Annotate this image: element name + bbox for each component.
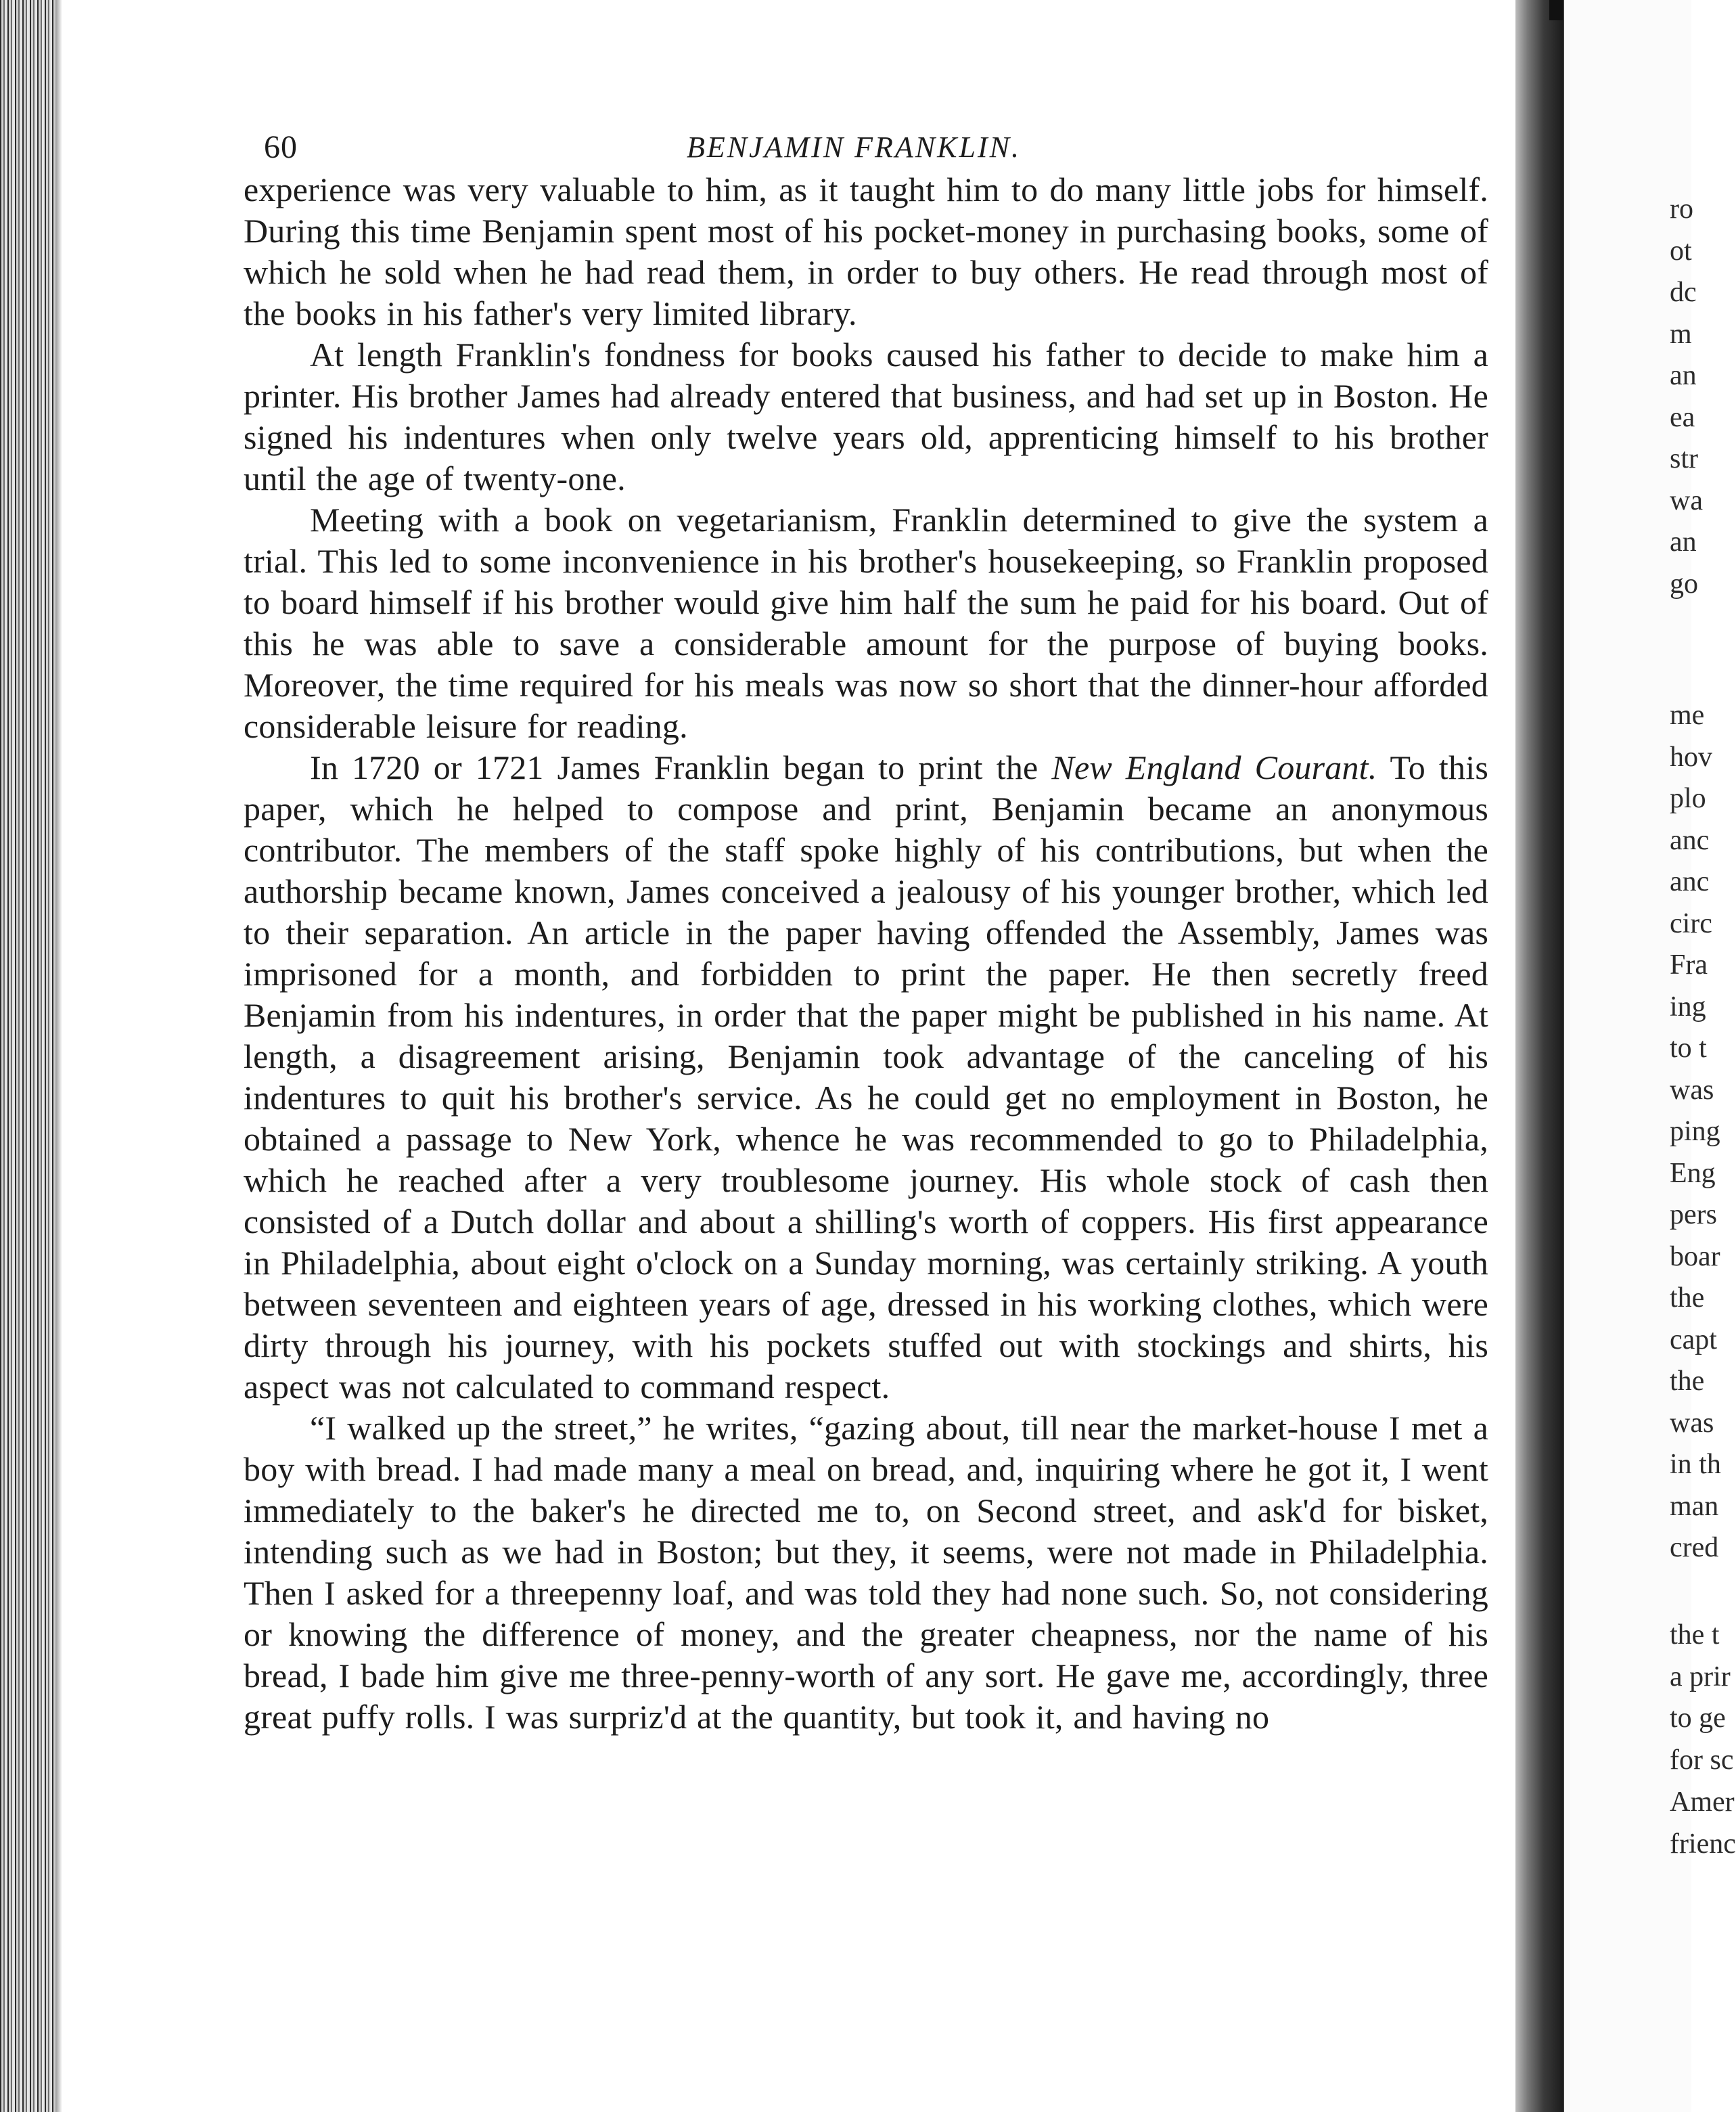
next-page-line: the (1670, 1282, 1705, 1313)
newspaper-title: New England Courant. (1051, 748, 1377, 786)
next-page-line: go (1670, 568, 1698, 600)
next-page-line: was (1670, 1074, 1714, 1106)
next-page-line: to t (1670, 1033, 1707, 1064)
next-page-line: Eng (1670, 1157, 1716, 1189)
next-page-line: frienc (1670, 1828, 1736, 1860)
book-page-edge (0, 0, 62, 2112)
next-page-line: m (1670, 318, 1692, 350)
paragraph-2: At length Franklin's fondness for books caused his father to decide to make him a printer. His brother James had already entered that business, and had set up in Boston. He signed his indentures when only twelve years old, apprenticing himself to his brother until the age of twenty-one. (244, 336, 1488, 497)
next-page-line: ro (1670, 194, 1693, 225)
next-page-line: plo (1670, 783, 1706, 814)
next-page-line: str (1670, 443, 1698, 474)
paragraph-4-text-rest: To this paper, which he helped to compose and print, Benjamin became an anonymous contributor. The members of the staff spoke highly of his contributions, but when the authorship became known, James conceived a jealousy of his younger brother, which led to their separation. An article in the paper having offended the Assembly, James was imprisoned for a month, and forbidden to print the paper. He then secretly freed Benjamin from his indentures, in order that the paper might be published in his name. At length, a disagreement arising, Benjamin took advantage of the canceling of his indentures to quit his brother's service. As he could get no employment in Boston, he obtained a passage to New York, whence he was recommended to go to Philadelphia, which he reached after a very troublesome journey. His whole stock of cash then consisted of a Dutch dollar and about a shilling's worth of coppers. His first appearance in Philadelphia, about eight o'clock on a Sunday morning, was certainly striking. A youth between seventeen and eighteen years of age, dressed in his working clothes, which were dirty through his journey, with his pockets stuffed out with stockings and shirts, his aspect was not calculated to command respect. (244, 748, 1488, 1406)
page-number: 60 (264, 129, 298, 165)
next-page-line: the (1670, 1366, 1705, 1397)
book-gutter (1515, 0, 1563, 2112)
paragraph-3: Meeting with a book on vegetarianism, Franklin determined to give the system a trial. This led to some inconvenience in his brother's housekeeping, so Franklin proposed to board himself if his brother would give him half the sum he paid for his board. Out of this he was able to save a considerable amount for the purpose of buying books. Moreover, the time required for his meals was now so short that the dinner-hour afforded considerable leisure for reading. (244, 501, 1488, 745)
next-page-line: capt (1670, 1324, 1717, 1355)
paragraph-1: experience was very valuable to him, as it taught him to do many little jobs for himself. During this time Benjamin spent most of his pocket-money in purchasing books, some of which he sold when he had read them, in order to buy others. He read through most of the books in his father's very limited library. (244, 171, 1488, 332)
next-page-line: ing (1670, 991, 1706, 1023)
next-page-line: cred (1670, 1532, 1719, 1563)
next-page-line: Amer (1670, 1787, 1735, 1818)
book-page (244, 122, 1488, 1738)
running-title: BENJAMIN FRANKLIN. (687, 131, 1021, 164)
paragraph-4 (244, 747, 1488, 1408)
paragraph-5: “I walked up the street,” he writes, “gazing about, till near the market-house I met a boy with bread. I had made many a meal on bread, and, inquiring where he got it, I went immediately to the baker's he directed me to, on Second street, and ask'd for bisket, intending such as we had in Boston; but they, it seems, were not made in Philadelphia. Then I asked for a threepenny loaf, and was told they had none such. So, not considering or knowing the difference of money, and the greater cheapness, nor the name of his bread, I bade him give me three-penny-worth of any sort. He gave me, accordingly, three great puffy rolls. I was surpriz'd at the quantity, but took it, and having no (244, 1409, 1488, 1736)
next-page-line: hov (1670, 741, 1712, 773)
next-page-line: ping (1670, 1116, 1720, 1147)
paragraph-4-text-start: In 1720 or 1721 James Franklin began to print the (310, 748, 1052, 786)
next-page-line: dc (1670, 277, 1697, 308)
next-page-line: boar (1670, 1240, 1720, 1272)
running-head (244, 122, 1488, 169)
next-page-line: an (1670, 526, 1697, 558)
next-page-line: circ (1670, 907, 1712, 939)
next-page-line: ea (1670, 401, 1695, 433)
next-page-line: for sc (1670, 1744, 1734, 1776)
next-page-line: man (1670, 1490, 1719, 1522)
next-page-line: to ge (1670, 1703, 1726, 1734)
next-page-line: Fra (1670, 949, 1708, 981)
next-page-line: anc (1670, 866, 1710, 897)
next-page-line: an (1670, 360, 1697, 391)
next-page-fragment (1563, 0, 1736, 2112)
next-page-line: was (1670, 1407, 1714, 1439)
next-page-line: pers (1670, 1199, 1717, 1230)
next-page-line: the t (1670, 1619, 1720, 1650)
next-page-line: wa (1670, 485, 1703, 516)
next-page-line: me (1670, 700, 1705, 731)
next-page-line: anc (1670, 824, 1710, 856)
next-page-line: ot (1670, 235, 1692, 267)
next-page-line: a prir (1670, 1661, 1731, 1692)
next-page-line: in th (1670, 1449, 1721, 1480)
